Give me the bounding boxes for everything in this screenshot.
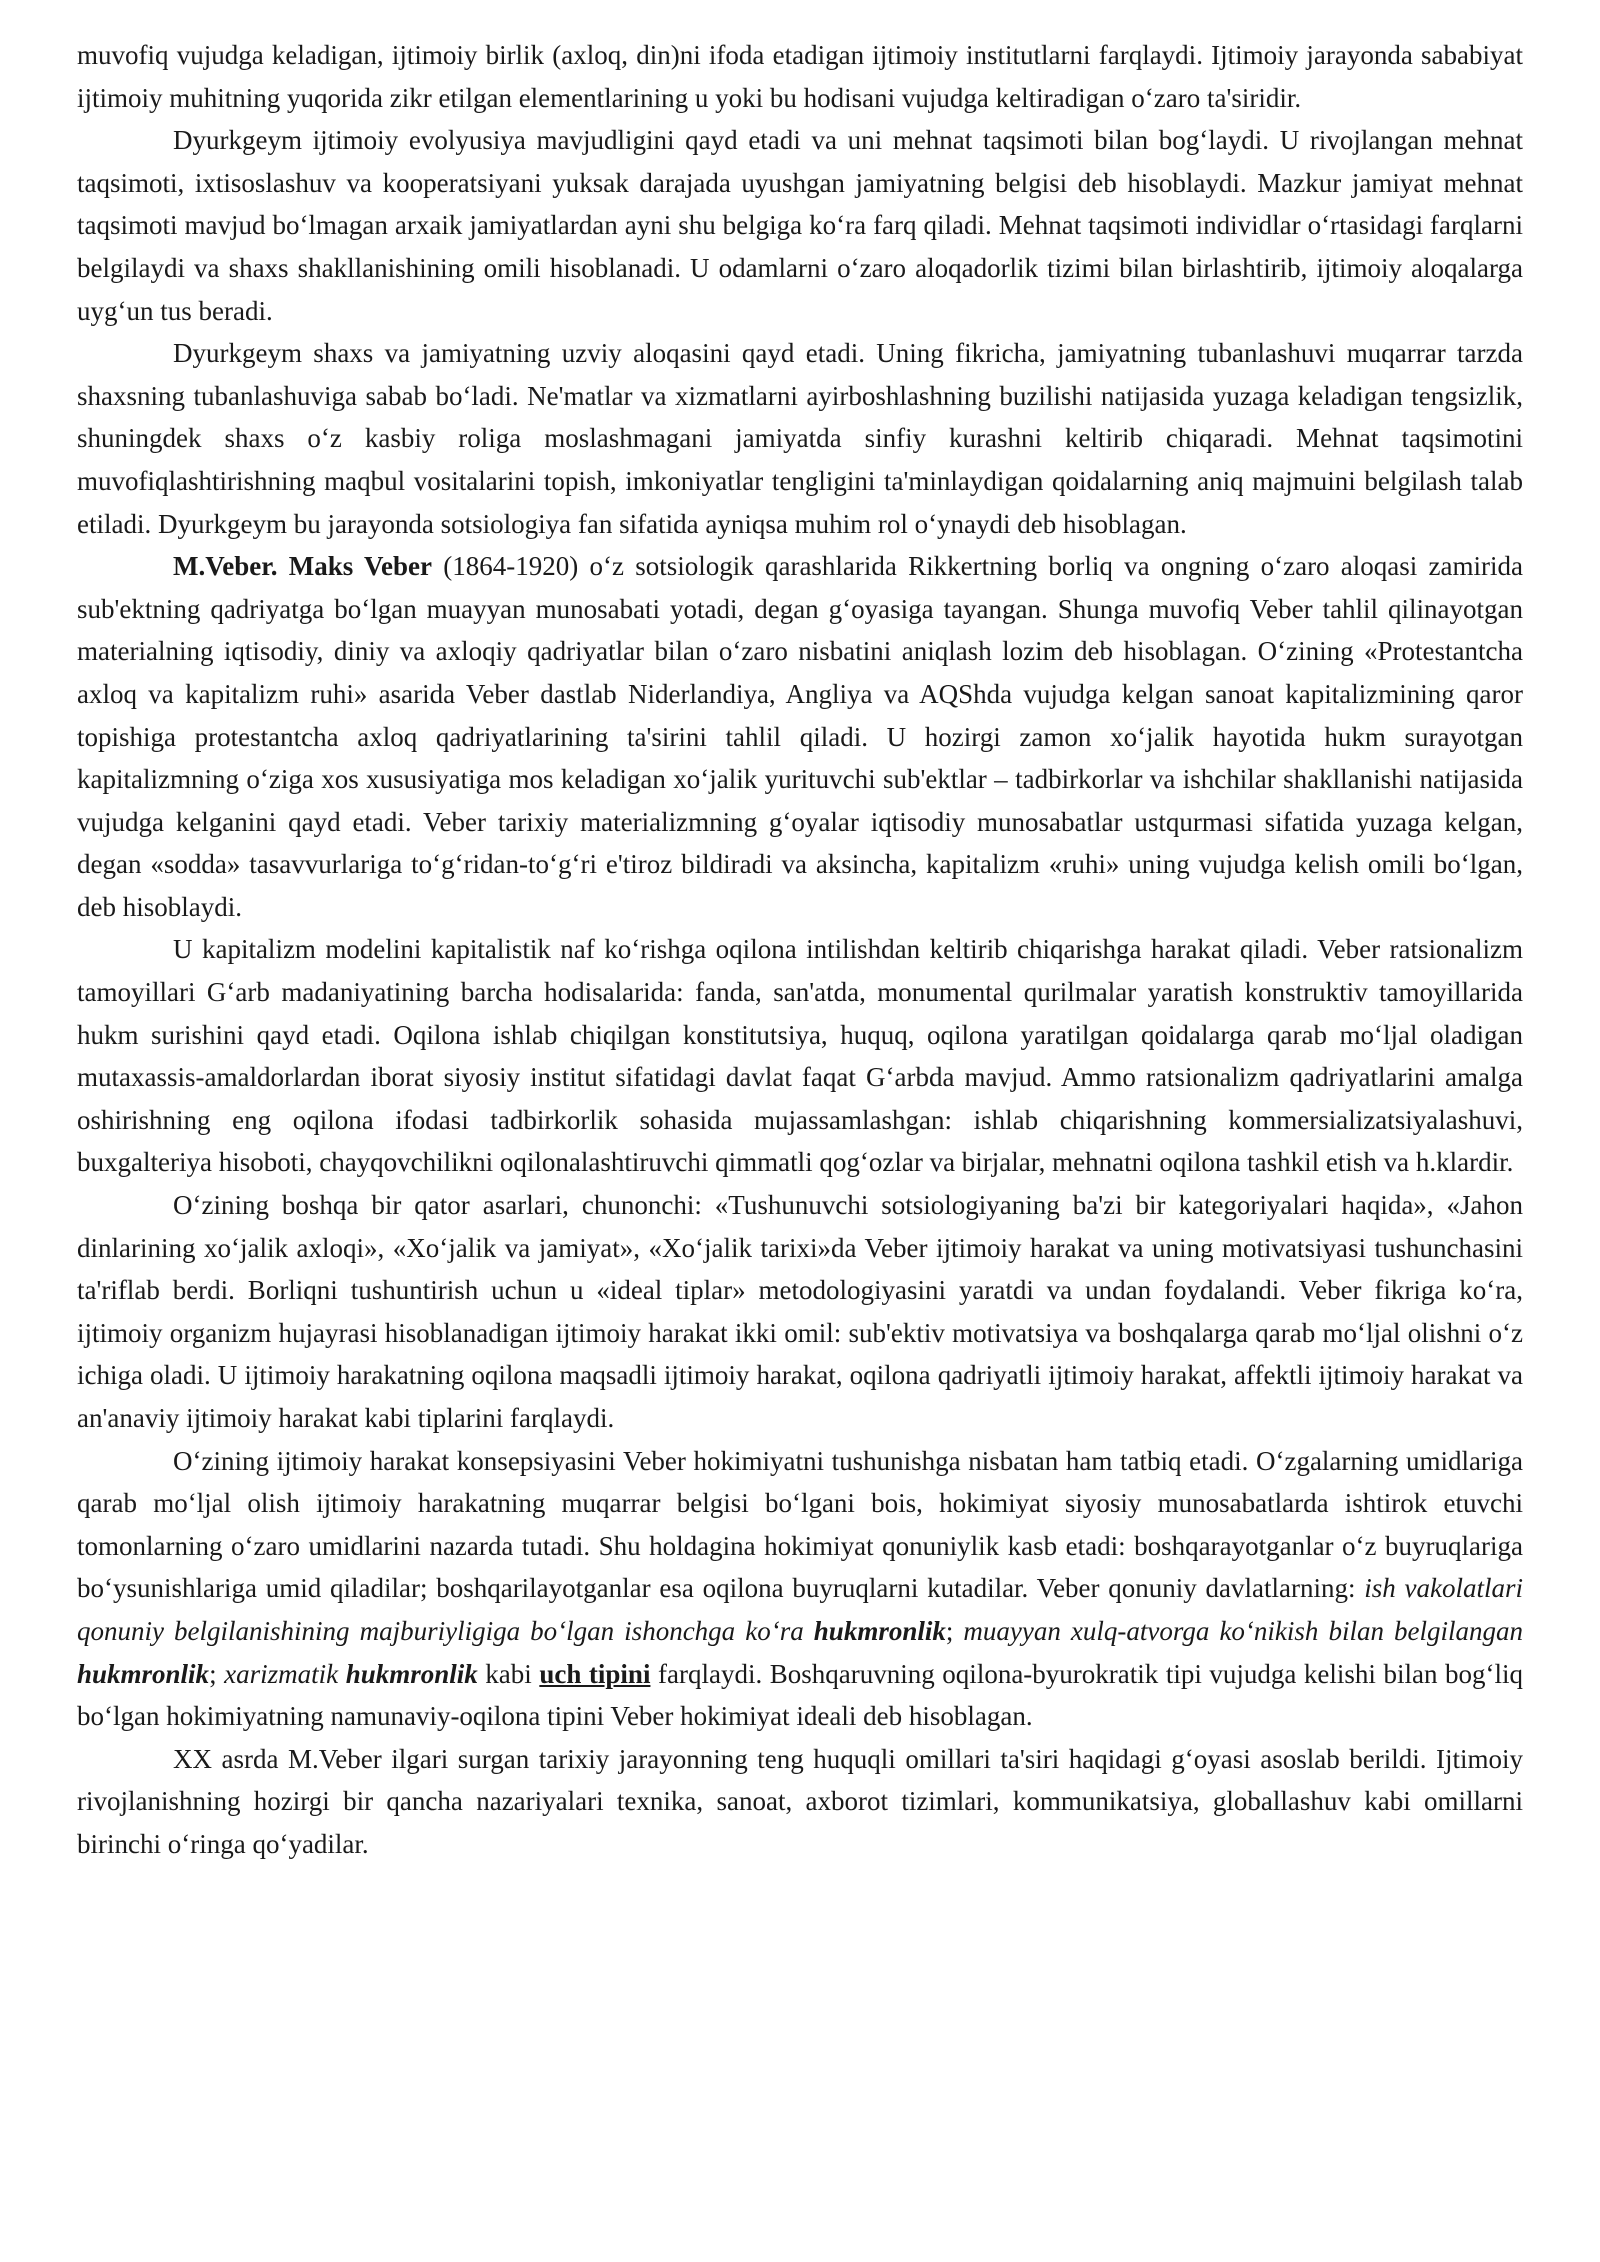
- bold-underlined-term: uch tipini: [539, 1658, 651, 1689]
- text-fragment: ;: [945, 1615, 964, 1646]
- section-heading: M.Veber. Maks Veber: [173, 551, 432, 582]
- paragraph-text: Oʻzining ijtimoiy harakat konsepsiyasini Veber hokimiyatni tushunishga nisbatan ham tatbiq etadi. Oʻzgalarning umidlariga qarab moʻljal olish ijtimoiy harakatning muqarrar belgisi boʻlgani bois, hokimiyat siyosiy munosabatlarda ishtirok etuvchi tomonlarning oʻzaro umidlarini nazarda tutadi. Shu holdagina hokimiyat qonuniylik kasb etadi: boshqarayotganlar oʻz buyruqlariga boʻysunishlariga umid qiladilar; boshqarilayotganlar esa oqilona buyruqlarni kutadilar. Veber qonuniy davlatlarning:: [77, 1445, 1523, 1604]
- italic-phrase: ish vakolatlari qonuniy belgilanishining majburiyligiga boʻlgan ishonchga koʻra: [77, 1573, 1523, 1646]
- text-fragment: kabi: [477, 1658, 540, 1689]
- bold-italic-term: hukmronlik: [813, 1615, 946, 1646]
- paragraph-text: XX asrda M.Veber ilgari surgan tarixiy jarayonning teng huquqli omillari ta'siri haqidagi gʻoyasi asoslab berildi. Ijtimoiy rivojlanishning hozirgi bir qancha nazariyalari texnika, sanoat, axborot tizimlari, kommunikatsiya, globallashuv kabi omillarni birinchi oʻringa qoʻyadilar.: [77, 1743, 1523, 1859]
- paragraph-4: [77, 545, 1523, 928]
- paragraph-8: [77, 1738, 1523, 1866]
- paragraph-text: (1864-1920) oʻz sotsiologik qarashlarida Rikkertning borliq va ongning oʻzaro aloqasi zamirida sub'ektning qadriyatga boʻlgan muayyan munosabati yotadi, degan gʻoyasiga tayangan. Shunga muvofiq Veber tahlil qilinayotgan materialning iqtisodiy, diniy va axloqiy qadriyatlar bilan oʻzaro nisbatini aniqlash lozim deb hisoblagan. Oʻzining «Protestantcha axloq va kapitalizm ruhi» asarida Veber dastlab Niderlandiya, Angliya va AQShda vujudga kelgan sanoat kapitalizmining qaror topishiga protestantcha axloq qadriyatlarining ta'sirini tahlil qiladi. U hozirgi zamon xoʻjalik hayotida hukm surayotgan kapitalizmning oʻziga xos xususiyatiga mos keladigan xoʻjalik yurituvchi sub'ektlar – tadbirkorlar va ishchilar shakllanishi natijasida vujudga kelganini qayd etadi. Veber tarixiy materializmning gʻoyalar iqtisodiy munosabatlar ustqurmasi sifatida yuzaga kelgan, degan «sodda» tasavvurlariga toʻgʻridan-toʻgʻri e'tiroz bildiradi va aksincha, kapitalizm «ruhi» uning vujudga kelish omili boʻlgan, deb hisoblaydi.: [77, 551, 1523, 922]
- paragraph-text: Dyurkgeym shaxs va jamiyatning uzviy aloqasini qayd etadi. Uning fikricha, jamiyatning tubanlashuvi muqarrar tarzda shaxsning tubanlashuviga sabab boʻladi. Ne'matlar va xizmatlarni ayirboshlashning buzilishi natijasida yuzaga keladigan tengsizlik, shuningdek shaxs oʻz kasbiy roliga moslashmagani jamiyatda sinfiy kurashni keltirib chiqaradi. Mehnat taqsimotini muvofiqlashtirishning maqbul vositalarini topish, imkoniyatlar tengligini ta'minlaydigan qoidalarning aniq majmuini belgilash talab etiladi. Dyurkgeym bu jarayonda sotsiologiya fan sifatida ayniqsa muhim rol oʻynaydi deb hisoblagan.: [77, 338, 1523, 539]
- paragraph-text: U kapitalizm modelini kapitalistik naf koʻrishga oqilona intilishdan keltirib chiqarishga harakat qiladi. Veber ratsionalizm tamoyillari Gʻarb madaniyatining barcha hodisalarida: fanda, san'atda, monumental qurilmalar yaratish konstruktiv tamoyillarida hukm surishini qayd etadi. Oqilona ishlab chiqilgan konstitutsiya, huquq, oqilona yaratilgan qoidalarga qarab moʻljal oladigan mutaxassis-amaldorlardan iborat siyosiy institut sifatidagi davlat faqat Gʻarbda mavjud. Ammo ratsionalizm qadriyatlarini amalga oshirishning eng oqilona ifodasi tadbirkorlik sohasida mujassamlashgan: ishlab chiqarishning kommersializatsiyalashuvi, buxgalteriya hisoboti, chayqovchilikni oqilonalashtiruvchi qimmatli qogʻozlar va birjalar, mehnatni oqilona tashkil etish va h.klardir.: [77, 934, 1523, 1178]
- paragraph-2: [77, 119, 1523, 332]
- italic-phrase: xarizmatik: [224, 1658, 339, 1689]
- paragraph-7: [77, 1440, 1523, 1738]
- text-fragment: [804, 1616, 814, 1646]
- paragraph-5: [77, 928, 1523, 1184]
- paragraph-text: Dyurkgeym ijtimoiy evolyusiya mavjudligini qayd etadi va uni mehnat taqsimoti bilan bogʻlaydi. U rivojlangan mehnat taqsimoti, ixtisoslashuv va kooperatsiyani yuksak darajada uyushgan jamiyatning belgisi deb hisoblaydi. Mazkur jamiyat mehnat taqsimoti mavjud boʻlmagan arxaik jamiyatlardan ayni shu belgiga koʻra farq qiladi. Mehnat taqsimoti individlar oʻrtasidagi farqlarni belgilaydi va shaxs shakllanishining omili hisoblanadi. U odamlarni oʻzaro aloqadorlik tizimi bilan birlashtirib, ijtimoiy aloqalarga uygʻun tus beradi.: [77, 125, 1523, 326]
- paragraph-1: [77, 34, 1523, 119]
- paragraph-3: [77, 332, 1523, 545]
- bold-italic-term: hukmronlik: [77, 1658, 210, 1689]
- text-fragment: ;: [209, 1658, 225, 1689]
- paragraph-text: Oʻzining boshqa bir qator asarlari, chunonchi: «Tushunuvchi sotsiologiyaning ba'zi bir kategoriyalari haqida», «Jahon dinlarining xoʻjalik axloqi», «Xoʻjalik va jamiyat», «Xoʻjalik tarixi»da Veber ijtimoiy harakat va uning motivatsiyasi tushunchasini ta'riflab berdi. Borliqni tushuntirish uchun u «ideal tiplar» metodologiyasini yaratdi va undan foydalandi. Veber fikriga koʻra, ijtimoiy organizm hujayrasi hisoblanadigan ijtimoiy harakat ikki omil: sub'ektiv motivatsiya va boshqalarga qarab moʻljal olishni oʻz ichiga oladi. U ijtimoiy harakatning oqilona maqsadli ijtimoiy harakat, oqilona qadriyatli ijtimoiy harakat, affektli ijtimoiy harakat va an'anaviy ijtimoiy harakat kabi tiplarini farqlaydi.: [77, 1190, 1523, 1433]
- text-fragment: [338, 1659, 346, 1689]
- paragraph-6: [77, 1184, 1523, 1440]
- italic-phrase: muayyan xulq-atvorga koʻnikish bilan belgilangan: [963, 1615, 1524, 1646]
- paragraph-text: farqlaydi. Boshqaruvning oqilona-byurokratik tipi vujudga kelishi bilan bogʻliq boʻlgan hokimiyatning namunaviy-oqilona tipini Veber hokimiyat ideali deb hisoblagan.: [77, 1658, 1523, 1732]
- paragraph-text: muvofiq vujudga keladigan, ijtimoiy birlik (axloq, din)ni ifoda etadigan ijtimoiy institutlarni farqlaydi. Ijtimoiy jarayonda sababiyat ijtimoiy muhitning yuqorida zikr etilgan elementlarining u yoki bu hodisani vujudga keltiradigan oʻzaro ta'siridir.: [77, 40, 1523, 113]
- bold-italic-term: hukmronlik: [345, 1658, 478, 1689]
